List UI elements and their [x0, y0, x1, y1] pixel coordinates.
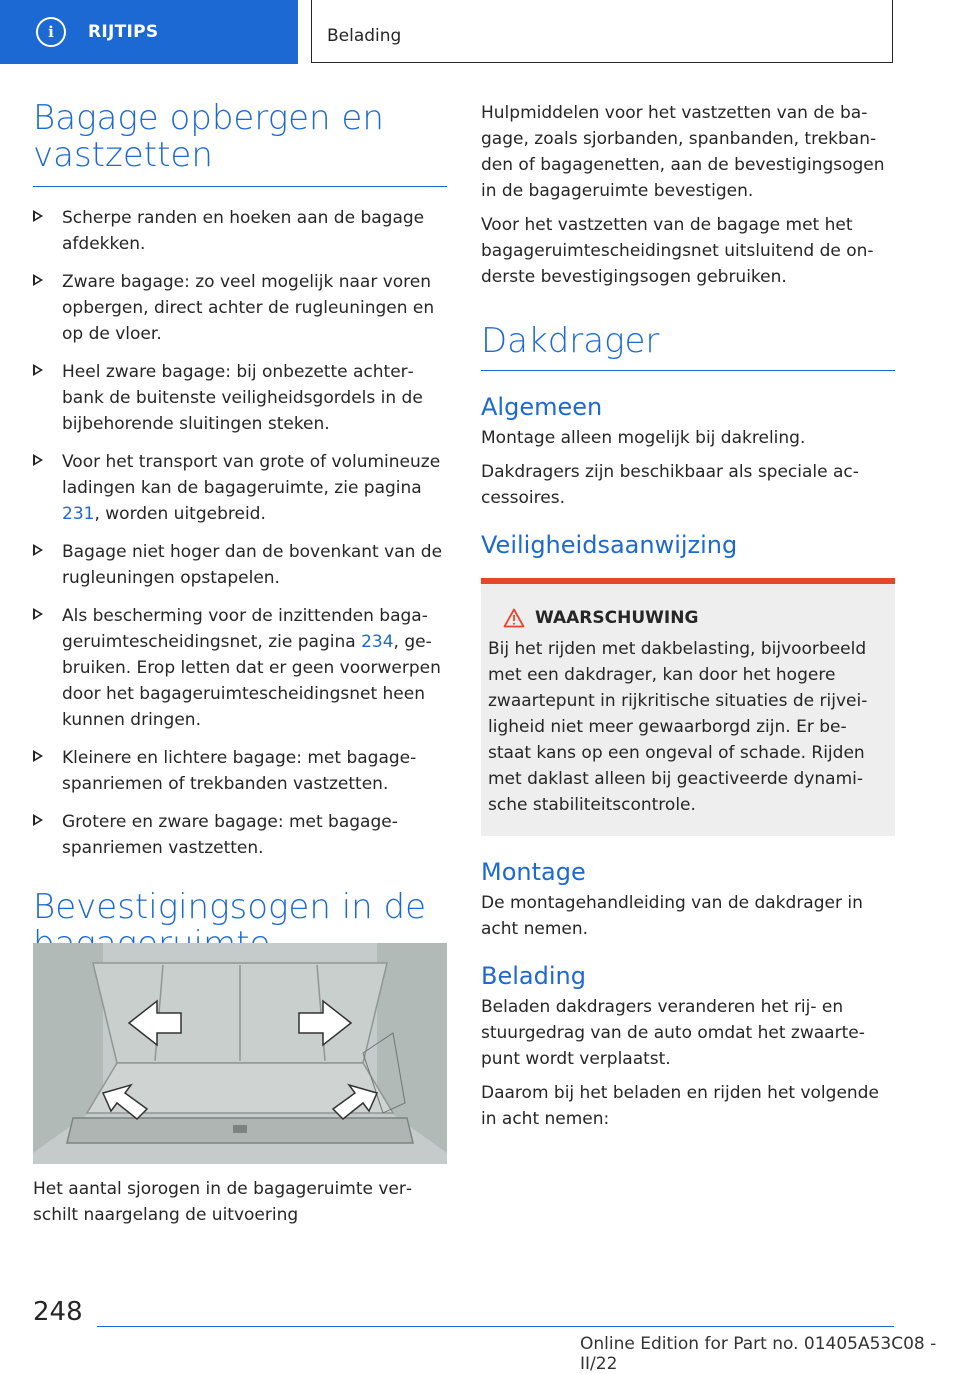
- bullet-text: Bagage niet hoger dan de bovenkant van de rugleuningen opstapelen.: [62, 542, 443, 588]
- bullet-text: Heel zware bagage: bij onbezette achterbank de buitenste veiligheidsgordels in de bijbehorende sluitingen steken.: [62, 362, 423, 434]
- bullet-triangle-icon: [33, 814, 43, 826]
- bullet-triangle-icon: [33, 608, 43, 620]
- section-title-2: Bevestigingsogen in de: [33, 887, 427, 927]
- bullet-text: Grotere en zware bagage: met bagagespanriemen vastzetten.: [62, 812, 398, 858]
- edition-note: Online Edition for Part no. 01405A53C08 - II/22: [580, 1334, 937, 1374]
- warning-label: WAARSCHUWING: [535, 608, 699, 628]
- subheading: Veiligheidsaanwijzing: [481, 531, 738, 559]
- subheading: Belading: [481, 962, 586, 990]
- section-heading-3: [481, 323, 895, 371]
- subheading: Montage: [481, 858, 586, 886]
- photo-caption: Het aantal sjorogen in de bagageruimte verschilt naargelang de uitvoering: [33, 1179, 413, 1225]
- bullet-item: [33, 205, 447, 257]
- page-reference-link[interactable]: 231: [62, 504, 95, 524]
- bullet-item: [33, 449, 447, 527]
- bullet-item: [33, 745, 447, 797]
- paragraph: Montage alleen mogelijk bij dakreling.: [481, 428, 806, 448]
- section-heading-1: [33, 100, 447, 187]
- bullet-triangle-icon: [33, 364, 43, 376]
- paragraph: Dakdragers zijn beschikbaar als speciale accessoires.: [481, 462, 859, 508]
- photo-caption-wrap: [33, 1176, 447, 1228]
- paragraph: Hulpmiddelen voor het vastzetten van de bagage, zoals sjorbanden, spanbanden, trekbanden of bagagenetten, aan de bevestigingsogen in de bagageruimte bevestigen.: [481, 103, 885, 201]
- footer-divider: [97, 1326, 894, 1327]
- bullet-text: Voor het transport van grote of volumineuze ladingen kan de bagageruimte, zie pagina: [62, 452, 441, 498]
- bullet-triangle-icon: [33, 274, 43, 286]
- bullet-text: Zware bagage: zo veel mogelijk naar voren opbergen, direct achter de rugleuningen en op de vloer.: [62, 272, 435, 344]
- left-column: [33, 100, 447, 974]
- right-column-lower: [481, 858, 895, 1132]
- section-title: Bagage opbergen en vastzetten: [33, 98, 384, 175]
- bullet-text: , gebruiken. Erop letten dat er geen voorwerpen door het bagageruimtescheidingsnet heen kunnen dringen.: [62, 632, 441, 730]
- bullet-triangle-icon: [33, 454, 43, 466]
- trunk-illustration: [33, 943, 447, 1164]
- page-reference-link[interactable]: 234: [361, 632, 394, 652]
- section-title-3: Dakdrager: [481, 321, 660, 361]
- chapter-tab: Belading: [311, 0, 893, 63]
- paragraph: De montagehandleiding van de dakdrager in acht nemen.: [481, 893, 863, 939]
- page-number: 248: [33, 1297, 83, 1327]
- bullet-text: Scherpe randen en hoeken aan de bagage afdekken.: [62, 208, 425, 254]
- bullet-item: [33, 269, 447, 347]
- trunk-photo: [33, 943, 447, 1164]
- paragraph: Voor het vastzetten van de bagage met het bagageruimtescheidingsnet uitsluitend de onderste bevestigingsogen gebruiken.: [481, 215, 874, 287]
- section-tab-label: RIJTIPS: [88, 22, 159, 42]
- warning-box: [481, 578, 895, 836]
- bullet-text: Kleinere en lichtere bagage: met bagagespanriemen of trekbanden vastzetten.: [62, 748, 417, 794]
- bullet-text: Als bescherming voor de inzittenden bagageruimtescheidingsnet, zie pagina: [62, 606, 428, 652]
- warning-triangle-icon: [503, 608, 525, 628]
- bullet-triangle-icon: [33, 750, 43, 762]
- warning-text: Bij het rijden met dakbelasting, bijvoorbeeld met een dakdrager, kan door het hogere zwaartepunt in rijkritische situaties de rijveiligheid niet meer gewaarborgd zijn. Er bestaat kans op een ongeval of schade. Rijden met daklast alleen bij geactiveerde dynamische stabiliteitscontrole.: [488, 639, 868, 815]
- bullet-text: , worden uitgebreid.: [94, 504, 266, 524]
- bullet-triangle-icon: [33, 210, 43, 222]
- section-tab: [0, 0, 298, 64]
- bullet-list: [33, 205, 447, 861]
- bullet-triangle-icon: [33, 544, 43, 556]
- paragraph: Beladen dakdragers veranderen het rij- en stuurgedrag van de auto omdat het zwaartepunt wordt verplaatst.: [481, 997, 865, 1069]
- bullet-item: [33, 359, 447, 437]
- bullet-item: [33, 539, 447, 591]
- info-icon: i: [36, 17, 66, 47]
- subheading: Algemeen: [481, 393, 603, 421]
- bullet-item: [33, 603, 447, 733]
- warning-header: [503, 608, 877, 628]
- bullet-item: [33, 809, 447, 861]
- right-column: [481, 100, 895, 559]
- paragraph: Daarom bij het beladen en rijden het volgende in acht nemen:: [481, 1083, 879, 1129]
